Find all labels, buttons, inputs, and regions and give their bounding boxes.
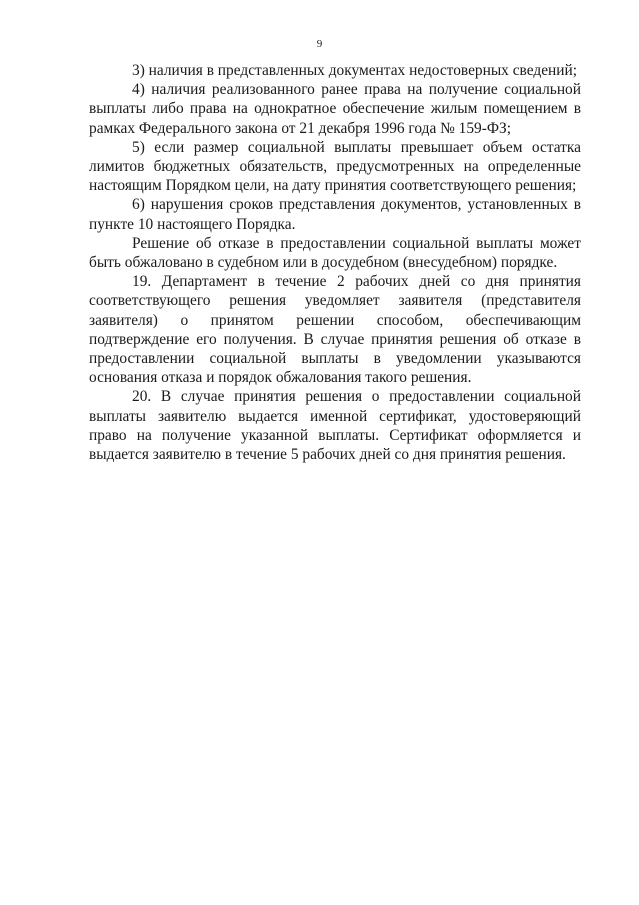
paragraph-item-4: 4) наличия реализованного ранее права на получение социальной выплаты либо права на однократное обеспечение жилым помещением в рамках Федерального закона от 21 декабря 1996 года № 159-ФЗ;: [89, 81, 581, 137]
paragraph-clause-20: 20. В случае принятия решения о предоставлении социальной выплаты заявителю выдается именной сертификат, удостоверяющий право на получение указанной выплаты. Сертификат оформляется и выдается заявителю в течение 5 рабочих дней со дня принятия решения.: [89, 388, 581, 464]
paragraph-item-6: 6) нарушения сроков представления документов, установленных в пункте 10 настоящего Порядка.: [89, 196, 581, 233]
paragraph-clause-19: 19. Департамент в течение 2 рабочих дней со дня принятия соответствующего решения уведомляет заявителя (представителя заявителя) о принятом решении способом, обеспечивающим подтверждение его получения. В случае принятия решения об отказе в предоставлении социальной выплаты в уведомлении указываются основания отказа и порядок обжалования такого решения.: [89, 273, 581, 387]
paragraph-appeal: Решение об отказе в предоставлении социальной выплаты может быть обжаловано в судебном или в досудебном (внесудебном) порядке.: [89, 234, 581, 272]
document-body: [89, 61, 581, 464]
paragraph-item-3: 3) наличия в представленных документах недостоверных сведений;: [132, 62, 578, 79]
paragraph-item-5: 5) если размер социальной выплаты превышает объем остатка лимитов бюджетных обязательств, предусмотренных на определенные настоящим Порядком цели, на дату принятия соответствующего решения;: [89, 138, 581, 195]
page-number: 9: [316, 38, 323, 50]
